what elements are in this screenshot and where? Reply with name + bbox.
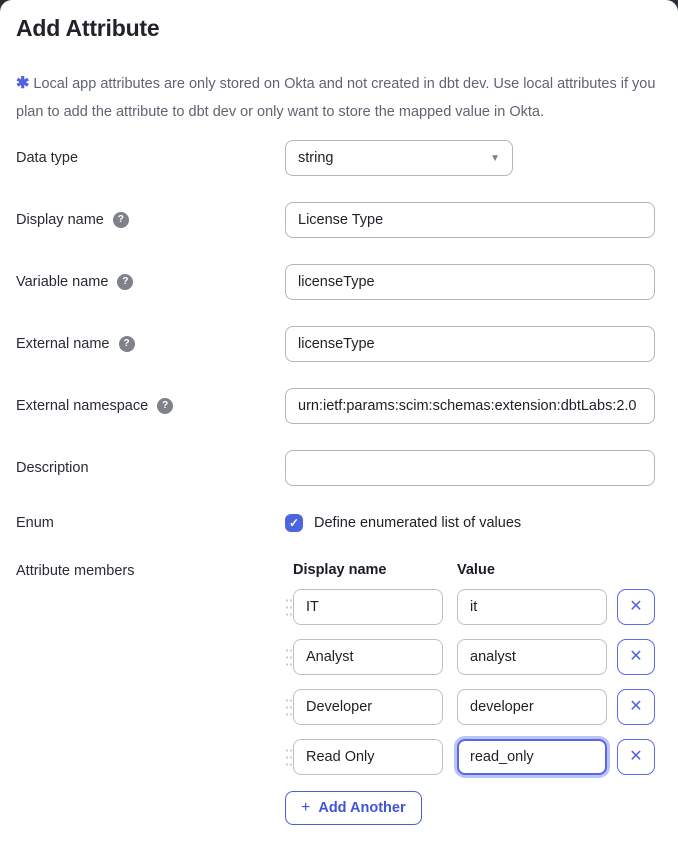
data-type-selected-value: string	[298, 150, 334, 166]
enum-checkbox-label: Define enumerated list of values	[314, 515, 522, 531]
form-row-display-name	[16, 202, 662, 238]
member-row	[285, 689, 655, 725]
attribute-members-label	[16, 562, 285, 579]
form-row-external-name	[16, 326, 662, 362]
member-value-input[interactable]	[457, 639, 607, 675]
remove-member-button[interactable]	[617, 739, 655, 775]
enum-label-text: Enum	[16, 515, 54, 531]
add-another-row	[285, 789, 655, 825]
member-table-header	[293, 562, 655, 578]
display-name-input[interactable]	[285, 202, 655, 238]
data-type-label	[16, 150, 285, 166]
help-icon[interactable]: ?	[157, 398, 173, 414]
help-icon[interactable]: ?	[113, 212, 129, 228]
external-namespace-label-text: External namespace	[16, 398, 149, 414]
close-icon: ✕	[629, 648, 643, 665]
enum-label	[16, 515, 285, 531]
member-value-input[interactable]	[457, 689, 607, 725]
close-icon: ✕	[629, 748, 643, 765]
local-attribute-note	[16, 70, 660, 126]
column-header-value: Value	[457, 562, 495, 578]
help-icon[interactable]: ?	[119, 336, 135, 352]
attribute-members-label-text: Attribute members	[16, 563, 135, 579]
member-row	[285, 589, 655, 625]
member-value-input-focused[interactable]	[457, 739, 607, 775]
data-type-label-text: Data type	[16, 150, 79, 166]
drag-handle-icon[interactable]	[285, 597, 293, 618]
display-name-label	[16, 212, 285, 228]
remove-member-button[interactable]	[617, 639, 655, 675]
member-display-name-input[interactable]	[293, 739, 443, 775]
close-icon: ✕	[629, 598, 643, 615]
add-another-button[interactable]	[285, 791, 422, 825]
description-label	[16, 460, 285, 476]
chevron-down-icon: ▼	[490, 152, 500, 164]
data-type-select[interactable]	[285, 140, 513, 176]
external-name-label-text: External name	[16, 336, 110, 352]
external-name-input[interactable]	[285, 326, 655, 362]
member-value-input[interactable]	[457, 589, 607, 625]
column-header-display-name: Display name	[293, 562, 387, 578]
note-text: Local app attributes are only stored on Okta and not created in dbt dev. Use local attributes if you plan to add the attribute to dbt dev or only want to store the mapped value in Okta.	[16, 76, 656, 120]
drag-handle-icon[interactable]	[285, 647, 293, 668]
description-label-text: Description	[16, 460, 89, 476]
variable-name-label-text: Variable name	[16, 274, 109, 290]
member-row	[285, 739, 655, 775]
form-row-data-type	[16, 140, 662, 176]
close-icon: ✕	[629, 698, 643, 715]
variable-name-input[interactable]	[285, 264, 655, 300]
enum-checkbox-control	[285, 514, 521, 532]
attribute-members-table	[285, 562, 655, 825]
attribute-form	[16, 140, 662, 816]
display-name-label-text: Display name	[16, 212, 104, 228]
drag-handle-icon[interactable]	[285, 747, 293, 768]
form-row-attribute-members	[16, 562, 662, 816]
check-icon: ✓	[288, 516, 300, 530]
plus-icon: +	[301, 799, 311, 816]
remove-member-button[interactable]	[617, 589, 655, 625]
variable-name-label	[16, 274, 285, 290]
description-input[interactable]	[285, 450, 655, 486]
form-row-enum	[16, 512, 662, 534]
form-row-external-namespace	[16, 388, 662, 424]
enum-checkbox[interactable]	[285, 514, 303, 532]
external-name-label	[16, 336, 285, 352]
remove-member-button[interactable]	[617, 689, 655, 725]
help-icon[interactable]: ?	[117, 274, 133, 290]
external-namespace-label	[16, 398, 285, 414]
form-row-description	[16, 450, 662, 486]
member-row	[285, 639, 655, 675]
add-another-label: Add Another	[318, 800, 406, 816]
asterisk-icon: ✱	[16, 75, 30, 92]
member-display-name-input[interactable]	[293, 589, 443, 625]
dialog-title: Add Attribute	[16, 15, 160, 41]
member-display-name-input[interactable]	[293, 689, 443, 725]
form-row-variable-name	[16, 264, 662, 300]
external-namespace-input[interactable]	[285, 388, 655, 424]
member-display-name-input[interactable]	[293, 639, 443, 675]
drag-handle-icon[interactable]	[285, 697, 293, 718]
